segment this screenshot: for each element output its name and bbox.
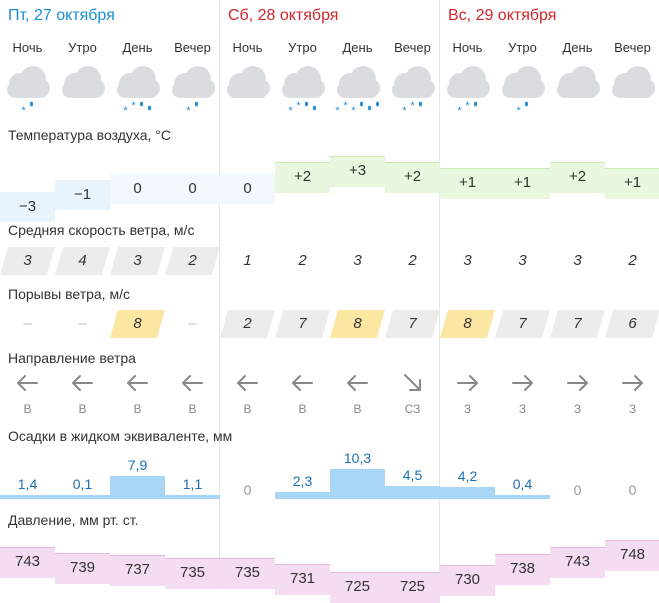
period-header: Ночь <box>232 40 263 55</box>
gust-value: 7 <box>298 315 307 332</box>
temperature-value: +3 <box>348 162 367 179</box>
wind-direction-label: З <box>628 402 637 416</box>
wind-direction-label: З <box>573 402 582 416</box>
precipitation-value: 0 <box>243 482 252 498</box>
cloud-snow-rain-icon <box>385 62 440 120</box>
temperature-value: 0 <box>188 180 197 197</box>
precipitation-bar <box>495 495 550 499</box>
temperature-value: −1 <box>73 186 92 203</box>
wind-direction-label: В <box>23 402 32 416</box>
period-header: День <box>342 40 373 55</box>
precipitation-bar <box>275 492 330 499</box>
wind-direction-label: В <box>298 402 307 416</box>
arrow-left-icon <box>275 372 330 394</box>
svg-text:*: * <box>296 100 301 112</box>
cloud-icon <box>550 62 605 120</box>
period-header: Вечер <box>174 40 211 55</box>
precipitation-value: 0,4 <box>512 476 533 492</box>
gust-value: – <box>23 315 32 332</box>
arrow-right-icon <box>550 372 605 394</box>
precipitation-value: 0,1 <box>72 476 93 492</box>
cloud-icon <box>605 62 659 120</box>
period-header: Вечер <box>394 40 431 55</box>
svg-text:*: * <box>402 105 407 117</box>
wind-speed-value: 2 <box>408 252 417 269</box>
cloud-icon <box>55 62 110 120</box>
section-title-gusts: Порывы ветра, м/с <box>8 286 130 302</box>
arrow-left-icon <box>110 372 165 394</box>
wind-speed-value: 3 <box>23 252 32 269</box>
pressure-value: 725 <box>344 578 371 596</box>
wind-speed-value: 2 <box>628 252 637 269</box>
arrow-right-icon <box>605 372 659 394</box>
svg-text:*: * <box>131 100 136 112</box>
gust-value: – <box>188 315 197 332</box>
temperature-value: 0 <box>133 180 142 197</box>
precipitation-value: 2,3 <box>292 473 313 490</box>
pressure-value: 737 <box>124 561 151 579</box>
temperature-value: −3 <box>18 198 37 215</box>
svg-text:*: * <box>457 105 462 117</box>
cloud-snow-icon <box>330 62 385 120</box>
wind-direction-label: В <box>78 402 87 416</box>
gust-value: 8 <box>133 315 142 332</box>
period-header: Ночь <box>452 40 483 55</box>
wind-direction-label: В <box>243 402 252 416</box>
cloud-snow-rain-icon <box>165 62 220 120</box>
gust-value: 8 <box>463 315 472 332</box>
pressure-value: 748 <box>619 546 646 563</box>
svg-text:*: * <box>410 100 415 112</box>
precipitation-bar <box>0 495 55 499</box>
svg-text:*: * <box>516 105 521 117</box>
temperature-value: +2 <box>403 168 422 185</box>
precipitation-value: 0 <box>628 482 637 498</box>
wind-speed-value: 1 <box>243 252 252 269</box>
precipitation-bar <box>385 486 440 499</box>
wind-speed-value: 4 <box>78 252 87 269</box>
svg-text:*: * <box>335 105 340 117</box>
precipitation-bar <box>55 495 110 499</box>
svg-text:*: * <box>288 105 293 117</box>
wind-speed-value: 2 <box>188 252 197 269</box>
period-header: Ночь <box>12 40 43 55</box>
wind-direction-label: З <box>463 402 472 416</box>
wind-speed-value: 2 <box>298 252 307 269</box>
gust-value: 8 <box>353 315 362 332</box>
arrow-down-right-icon <box>385 372 440 394</box>
gust-value: 7 <box>573 315 582 332</box>
svg-text:*: * <box>186 105 191 117</box>
pressure-value: 735 <box>234 564 261 582</box>
pressure-value: 743 <box>564 553 591 570</box>
temperature-value: +1 <box>623 174 642 191</box>
wind-speed-value: 3 <box>133 252 142 269</box>
arrow-left-icon <box>0 372 55 394</box>
precipitation-bar <box>110 476 165 499</box>
cloud-snow-rain-icon <box>275 62 330 120</box>
precipitation-value: 4,5 <box>402 466 423 483</box>
wind-direction-label: В <box>133 402 142 416</box>
precipitation-bar <box>165 495 220 499</box>
period-header: День <box>122 40 153 55</box>
cloud-snow-rain-icon <box>110 62 165 120</box>
cloud-icon <box>220 62 275 120</box>
temperature-value: 0 <box>243 180 252 197</box>
gust-value: 2 <box>243 315 252 332</box>
section-title-wind-direction: Направление ветра <box>8 350 136 366</box>
precipitation-value: 10,3 <box>343 450 372 467</box>
precipitation-bar <box>330 469 385 499</box>
precipitation-value: 1,4 <box>17 475 38 492</box>
pressure-value: 735 <box>179 564 206 582</box>
arrow-right-icon <box>440 372 495 394</box>
arrow-left-icon <box>330 372 385 394</box>
arrow-left-icon <box>220 372 275 394</box>
wind-speed-value: 3 <box>518 252 527 269</box>
day-title: Вс, 29 октября <box>448 7 557 24</box>
wind-direction-label: В <box>188 402 197 416</box>
wind-speed-value: 3 <box>573 252 582 269</box>
period-header: День <box>562 40 593 55</box>
section-title-precipitation: Осадки в жидком эквиваленте, мм <box>8 428 233 444</box>
svg-text:*: * <box>21 105 26 117</box>
arrow-left-icon <box>165 372 220 394</box>
gust-value: 6 <box>628 315 637 332</box>
period-header: Утро <box>288 40 317 55</box>
arrow-left-icon <box>55 372 110 394</box>
pressure-value: 743 <box>14 553 41 570</box>
wind-direction-label: СЗ <box>404 402 421 416</box>
precipitation-value: 7,9 <box>127 457 148 474</box>
day-title: Сб, 28 октября <box>228 7 339 24</box>
pressure-value: 731 <box>289 569 316 587</box>
temperature-value: +1 <box>458 174 477 191</box>
period-header: Утро <box>68 40 97 55</box>
day-title: Пт, 27 октября <box>8 7 115 24</box>
arrow-right-icon <box>495 372 550 394</box>
wind-speed-value: 3 <box>463 252 472 269</box>
wind-direction-label: З <box>518 402 527 416</box>
gust-value: – <box>78 315 87 332</box>
gust-value: 7 <box>408 315 417 332</box>
precipitation-value: 1,1 <box>182 476 203 492</box>
pressure-value: 725 <box>399 578 426 596</box>
temperature-value: +2 <box>293 168 312 185</box>
cloud-snow-rain-icon <box>495 62 550 120</box>
precipitation-value: 4,2 <box>457 467 478 484</box>
temperature-value: +1 <box>513 174 532 191</box>
wind-direction-label: В <box>353 402 362 416</box>
precipitation-bar <box>440 487 495 499</box>
period-header: Вечер <box>614 40 651 55</box>
svg-text:*: * <box>123 105 128 117</box>
period-header: Утро <box>508 40 537 55</box>
precipitation-value: 0 <box>573 482 582 498</box>
svg-text:*: * <box>351 105 356 117</box>
svg-text:*: * <box>465 100 470 112</box>
pressure-value: 738 <box>509 560 536 577</box>
cloud-snow-rain-icon <box>0 62 55 120</box>
section-title-temperature: Температура воздуха, °C <box>8 127 171 143</box>
section-title-wind-speed: Средняя скорость ветра, м/с <box>8 222 195 238</box>
wind-speed-value: 3 <box>353 252 362 269</box>
temperature-value: +2 <box>568 168 587 185</box>
pressure-value: 739 <box>69 558 96 576</box>
cloud-snow-rain-icon <box>440 62 495 120</box>
gust-value: 7 <box>518 315 527 332</box>
section-title-pressure: Давление, мм рт. ст. <box>8 512 139 528</box>
svg-text:*: * <box>343 100 348 112</box>
pressure-value: 730 <box>454 571 481 589</box>
